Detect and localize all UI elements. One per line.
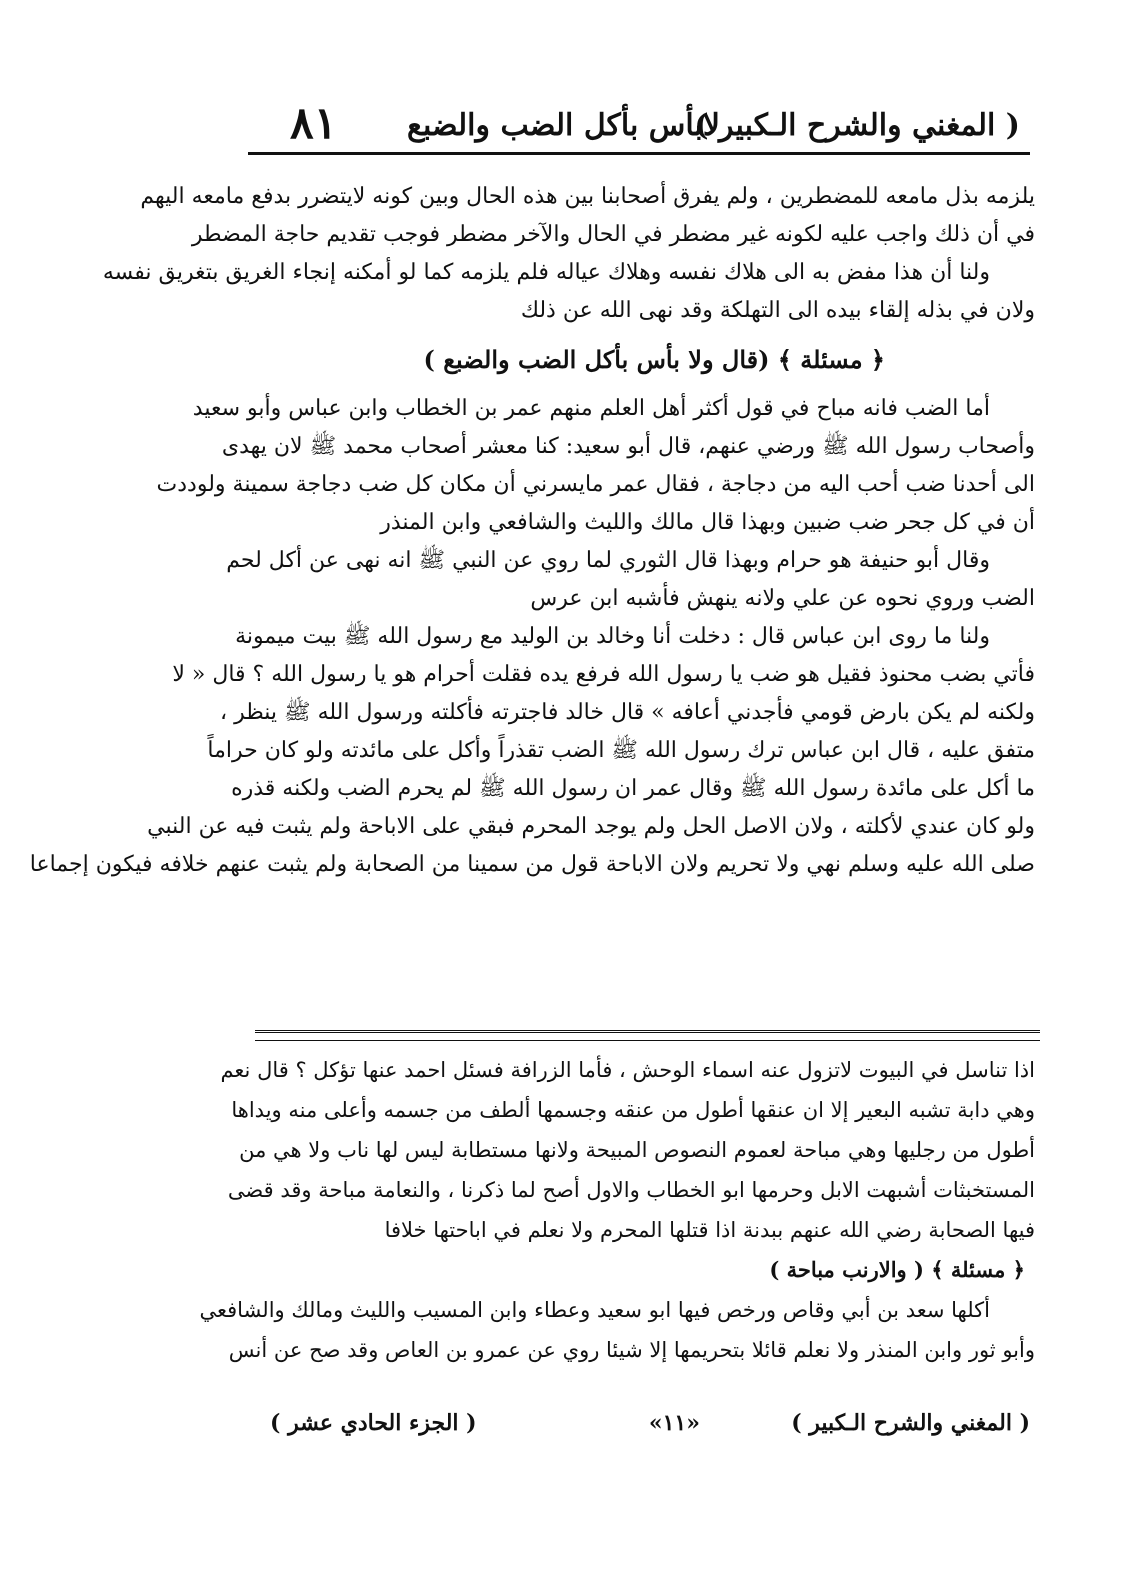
note-line: اذا تناسل في البيوت لاتزول عنه اسماء الوحش ، فأما الزرافة فسئل احمد عنها تؤكل ؟ قال نعم (220, 1058, 1035, 1082)
text-line: أن في كل جحر ضب ضبين وبهذا قال مالك والليث والشافعي وابن المنذر (380, 510, 1035, 535)
text-line: في أن ذلك واجب عليه لكونه غير مضطر في الحال والآخر مضطر فوجب تقديم حاجة المضطر (191, 222, 1035, 247)
text-line: ولنا أن هذا مفض به الى هلاك نفسه وهلاك عياله فلم يلزمه كما لو أمكنه إنجاء الغريق بتغريق نفسه (102, 260, 990, 285)
text-line: ما أكل على مائدة رسول الله ﷺ وقال عمر ان رسول الله ﷺ لم يحرم الضب ولكنه قذره (231, 776, 1035, 801)
page-number: ٨١ (290, 98, 338, 149)
text-line: الضب وروي نحوه عن علي ولانه ينهش فأشبه ابن عرس (530, 586, 1035, 611)
note-line: أكلها سعد بن أبي وقاص ورخص فيها ابو سعيد وعطاء وابن المسيب والليث ومالك والشافعي (199, 1298, 990, 1322)
note-line: أطول من رجليها وهي مباحة لعموم النصوص المبيحة ولانها مستطابة ليس لها ناب ولا هي من (239, 1138, 1035, 1162)
text-line: ولو كان عندي لأكلته ، ولان الاصل الحل ولم يوجد المحرم فبقي على الاباحة ولم يثبت فيه عن النبي (147, 814, 1035, 839)
text-line: أما الضب فانه مباح في قول أكثر أهل العلم منهم عمر بن الخطاب وابن عباس وأبو سعيد (192, 396, 990, 421)
header-book-title: ( المغني والشرح الـكبير ) (694, 108, 1020, 143)
note-line: وهي دابة تشبه البعير إلا ان عنقها أطول من عنقه وجسمها ألطف من جسمه وأعلى منه ويداها (231, 1098, 1035, 1122)
note-line: وأبو ثور وابن المنذر ولا نعلم قائلا بتحريمها إلا شيئا روي عن عمرو بن العاص وقد صح عن أنس (228, 1338, 1035, 1362)
notes-text (199, 1050, 1035, 1370)
note-line: المستخبثات أشبهت الابل وحرمها ابو الخطاب والاول أصح لما ذكرنا ، والنعامة مباحة وقد قضى (227, 1178, 1035, 1202)
text-line: متفق عليه ، قال ابن عباس ترك رسول الله ﷺ الضب تقذراً وأكل على مائدته ولو كان حراماً (207, 738, 1035, 763)
text-line: ولان في بذله إلقاء بيده الى التهلكة وقد نهى الله عن ذلك (520, 298, 1035, 323)
page-footer (270, 1410, 1030, 1450)
text-line: وأصحاب رسول الله ﷺ ورضي عنهم، قال أبو سعيد: كنا معشر أصحاب محمد ﷺ لان يهدى (221, 434, 1035, 459)
text-line: وقال أبو حنيفة هو حرام وبهذا قال الثوري لما روي عن النبي ﷺ انه نهى عن أكل لحم (226, 548, 990, 573)
header-rule (248, 152, 1030, 155)
footer-part: ( الجزء الحادي عشر ) (270, 1410, 477, 1436)
header-topic: لابأس بأكل الضب والضبع (407, 108, 720, 143)
text-line: فأتي بضب محنوذ فقيل هو ضب يا رسول الله فرفع يده فقلت أحرام هو يا رسول الله ؟ قال « لا (172, 662, 1035, 687)
footer-book-title: ( المغني والشرح الـكبير ) (791, 1410, 1030, 1436)
text-line: ولكنه لم يكن بارض قومي فأجدني أعافه » قال خالد فاجترته فأكلته ورسول الله ﷺ ينظر ، (220, 700, 1035, 725)
text-line: ولنا ما روى ابن عباس قال : دخلت أنا وخالد بن الوليد مع رسول الله ﷺ بيت ميمونة (235, 624, 990, 649)
page-header (250, 98, 1020, 158)
text-line: يلزمه بذل مامعه للمضطرين ، ولم يفرق أصحابنا بين هذه الحال وبين كونه لايتضرر بدفع مامعه اليهم (140, 184, 1035, 209)
masala-heading: ﴿ مسئلة ﴾ (قال ولا بأس بأكل الضب والضبع ) (423, 345, 885, 374)
note-line: فيها الصحابة رضي الله عنهم ببدنة اذا قتلها المحرم ولا نعلم في اباحتها خلافا (384, 1218, 1035, 1242)
text-line: صلى الله عليه وسلم نهي ولا تحريم ولان الاباحة قول من سمينا من الصحابة ولم يثبت عنهم خلافه فيكون إجماعا (29, 852, 1035, 877)
notes-masala-heading: ﴿ مسئلة ﴾ ( والارنب مباحة ) (769, 1257, 1025, 1282)
main-text (29, 178, 1035, 884)
text-line: الى أحدنا ضب أحب اليه من دجاجة ، فقال عمر مايسرني أن مكان كل ضب دجاجة سمينة ولوددت (156, 472, 1035, 497)
section-divider (255, 1030, 1040, 1041)
footer-sheet-number: «١١» (648, 1410, 700, 1436)
